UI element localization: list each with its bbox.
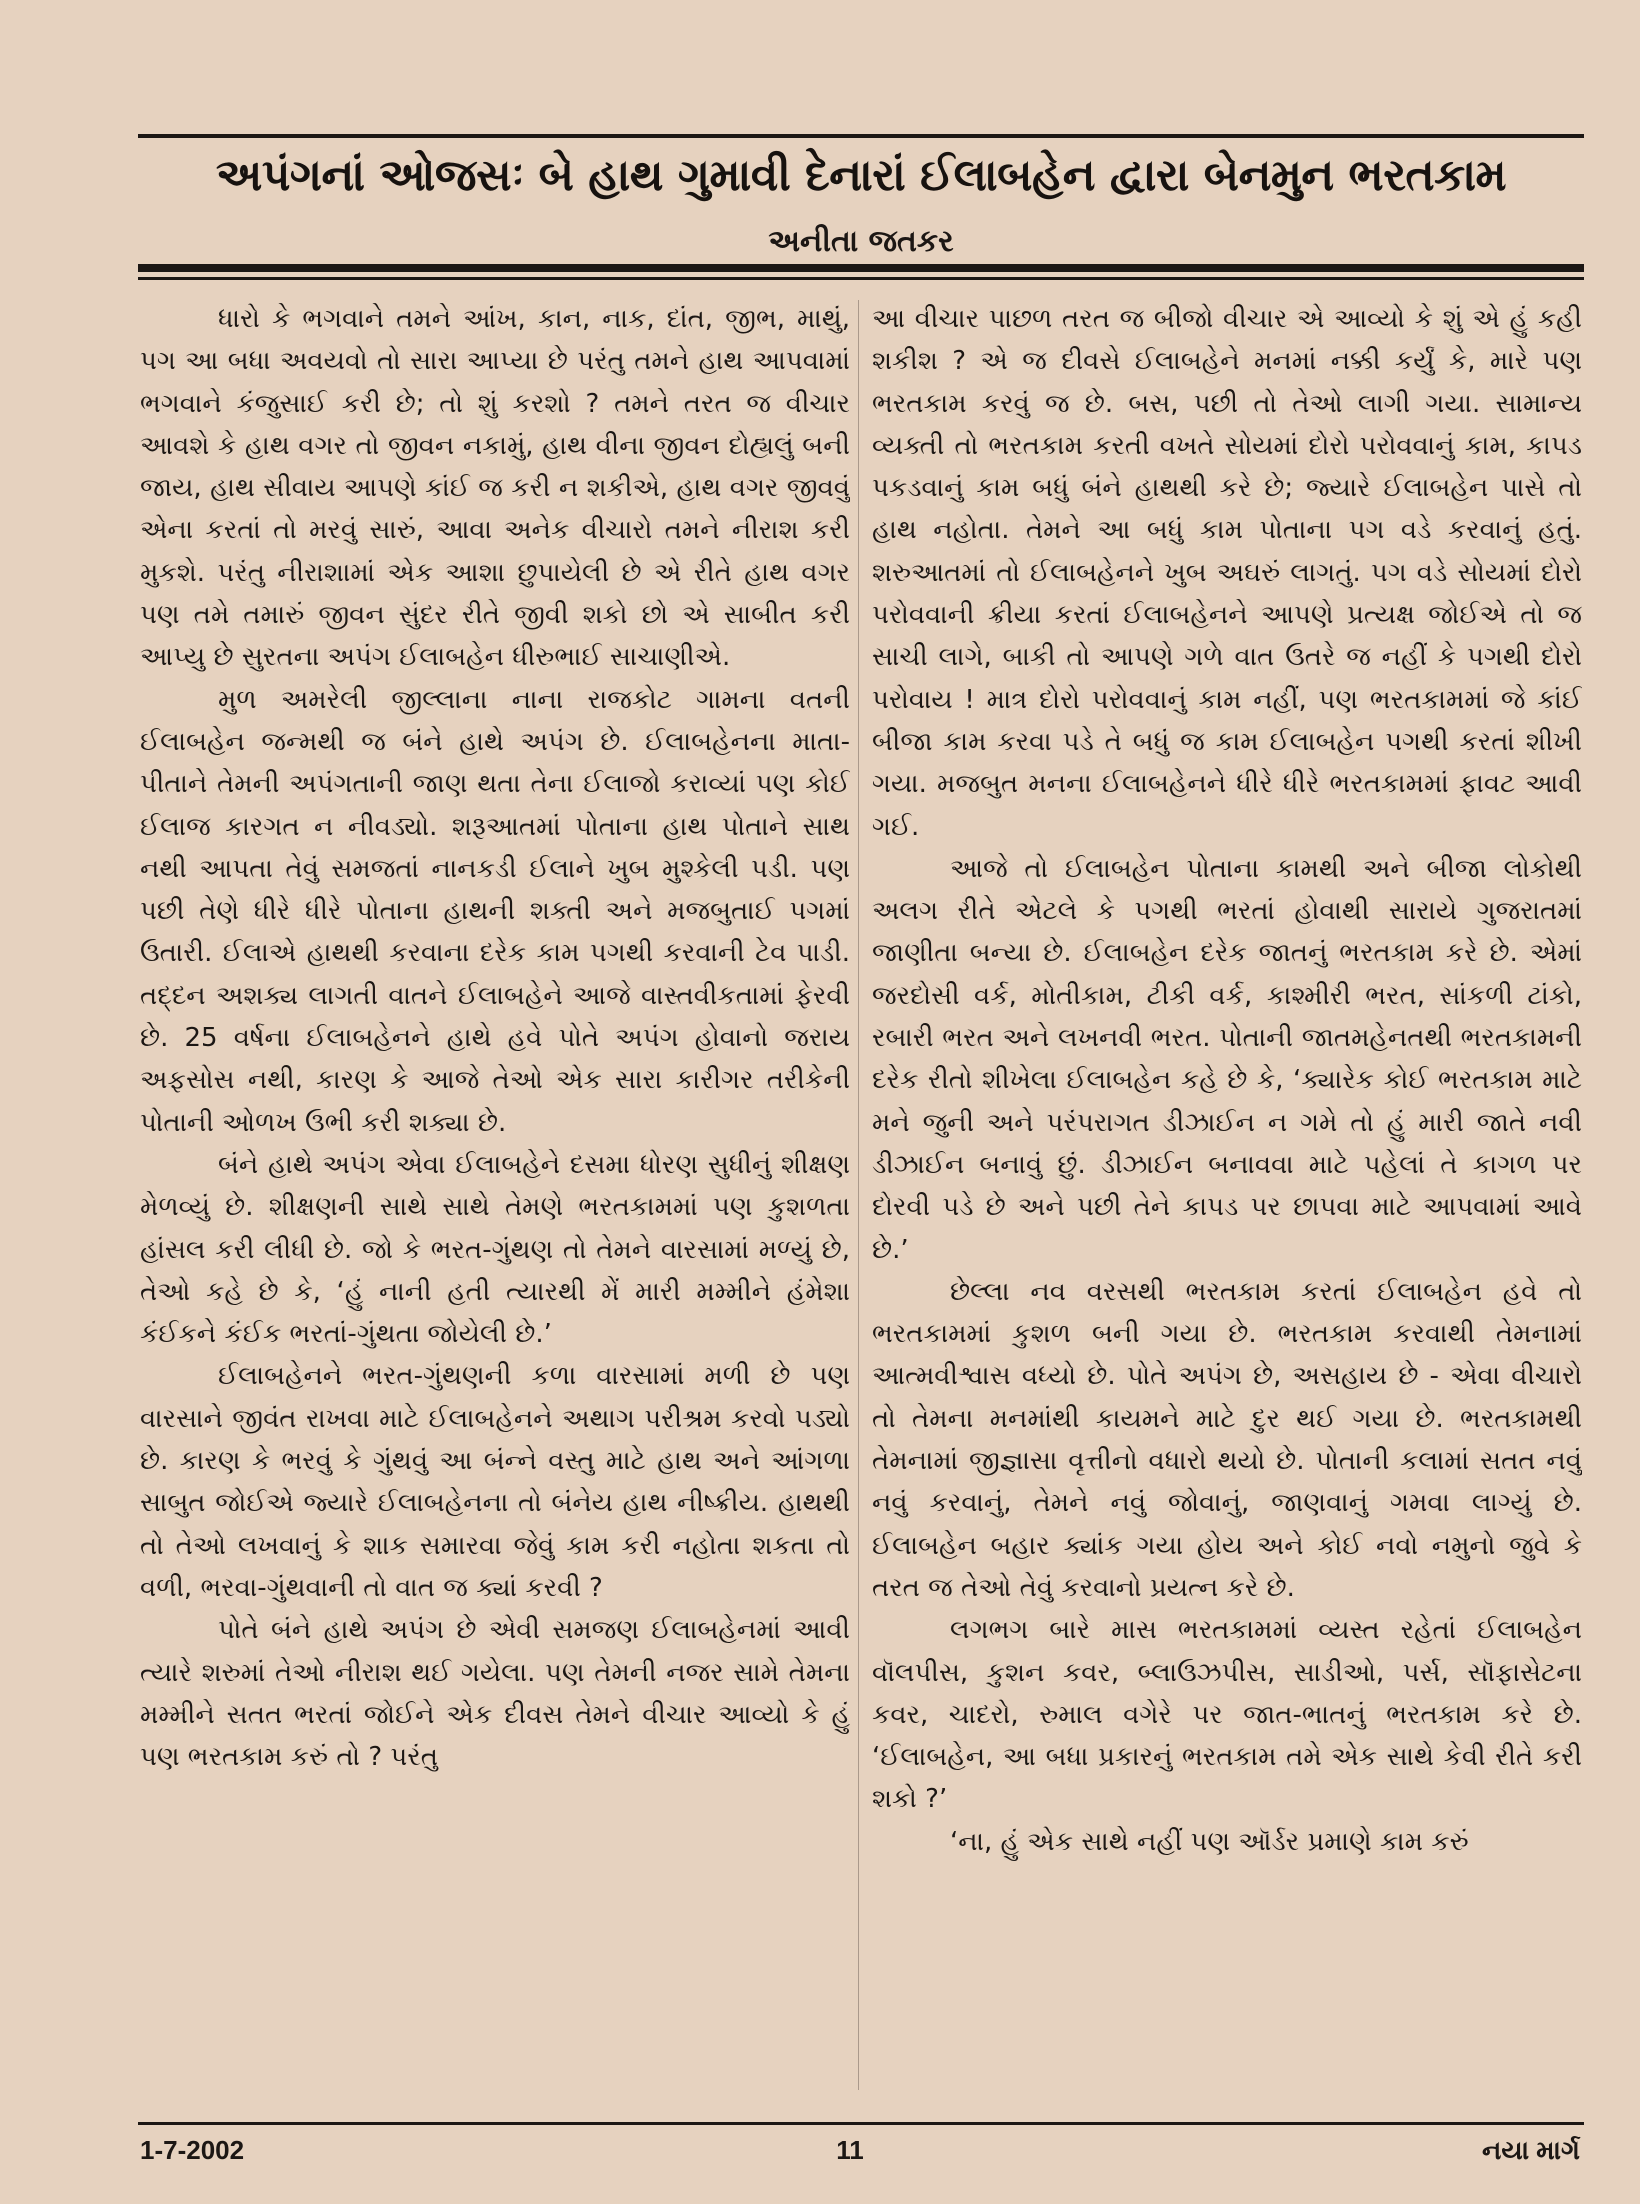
paragraph: પોતે બંને હાથે અપંગ છે એવી સમજણ ઈલાબહેનમાં આવી ત્યારે શરુમાં તેઓ નીરાશ થઈ ગયેલા. પણ તેમની નજર સામે તેમના મમ્મીને સતત ભરતાં જોઈને એક દીવસ તેમને વીચાર આવ્યો કે હું પણ ભરતકામ કરું તો ? પરંતુ [140,1615,850,1773]
paragraph: ધારો કે ભગવાને તમને આંખ, કાન, નાક, દાંત, જીભ, માથું, પગ આ બધા અવયવો તો સારા આપ્યા છે પરંતુ તમને હાથ આપવામાં ભગવાને કંજુસાઈ કરી છે; તો શું કરશો ? તમને તરત જ વીચાર આવશે કે હાથ વગર તો જીવન નકામું, હાથ વીના જીવન દોહ્યલું બની જાય, હાથ સીવાય આપણે કાંઈ જ કરી ન શકીએ, હાથ વગર જીવવું એના કરતાં તો મરવું સારું, આવા અનેક વીચારો તમને નીરાશ કરી મુકશે. પરંતુ નીરાશામાં એક આશા છુપાયેલી છે એ રીતે હાથ વગર પણ તમે તમારું જીવન સુંદર રીતે જીવી શકો છો એ સાબીત કરી આપ્યુ છે સુરતના અપંગ ઈલાબહેન ધીરુભાઈ સાચાણીએ. [140,304,850,673]
paragraph: મુળ અમરેલી જીલ્લાના નાના રાજકોટ ગામના વતની ઈલાબહેન જન્મથી જ બંને હાથે અપંગ છે. ઈલાબહેનના માતા-પીતાને તેમની અપંગતાની જાણ થતા તેના ઈલાજો કરાવ્યાં પણ કોઈ ઈલાજ કારગત ન નીવડ્યો. શરૂઆતમાં પોતાના હાથ પોતાને સાથ નથી આપતા તેવું સમજતાં નાનકડી ઈલાને ખુબ મુશ્કેલી પડી. પણ પછી તેણે ધીરે ધીરે પોતાના હાથની શક્તી અને મજબુતાઈ પગમાં ઉતારી. ઈલાએ હાથથી કરવાના દરેક કામ પગથી કરવાની ટેવ પાડી. તદ્દન અશક્ય લાગતી વાતને ઈલાબહેને આજે વાસ્તવીકતામાં ફેરવી છે. 25 વર્ષના ઈલાબહેનને હાથે હવે પોતે અપંગ હોવાનો જરાય અફસોસ નથી, કારણ કે આજે તેઓ એક સારા કારીગર તરીકેની પોતાની ઓળખ ઉભી કરી શક્યા છે. [140,684,850,1138]
paragraph: લગભગ બારે માસ ભરતકામમાં વ્યસ્ત રહેતાં ઈલાબહેન વૉલપીસ, કુશન કવર, બ્લાઉઝપીસ, સાડીઓ, પર્સ, સૉફાસેટના કવર, ચાદરો, રુમાલ વગેરે પર જાત-ભાતનું ભરતકામ કરે છે. ‘ઈલાબહેન, આ બધા પ્રકારનું ભરતકામ તમે એક સાથે કેવી રીતે કરી શકો ?’ [872,1615,1582,1815]
paragraph: છેલ્લા નવ વરસથી ભરતકામ કરતાં ઈલાબહેન હવે તો ભરતકામમાં કુશળ બની ગયા છે. ભરતકામ કરવાથી તેમનામાં આત્મવીશ્વાસ વધ્યો છે. પોતે અપંગ છે, અસહાય છે - એવા વીચારો તો તેમના મનમાંથી કાયમને માટે દુર થઈ ગયા છે. ભરતકામથી તેમનામાં જીજ્ઞાસા વૃત્તીનો વધારો થયો છે. પોતાની કલામાં સતત નવું નવું કરવાનું, તેમને નવું જોવાનું, જાણવાનું ગમવા લાગ્યું છે. ઈલાબહેન બહાર ક્યાંક ગયા હોય અને કોઈ નવો નમુનો જુવે કે તરત જ તેઓ તેવું કરવાનો પ્રયત્ન કરે છે. [872,1276,1582,1603]
page-number: 11 [836,2135,864,2165]
paragraph: બંને હાથે અપંગ એવા ઈલાબહેને દસમા ધોરણ સુધીનું શીક્ષણ મેળવ્યું છે. શીક્ષણની સાથે સાથે તેમણે ભરતકામમાં પણ કુશળતા હાંસલ કરી લીધી છે. જો કે ભરત-ગુંથણ તો તેમને વારસામાં મળ્યું છે, તેઓ કહે છે કે, ‘હું નાની હતી ત્યારથી મેં મારી મમ્મીને હંમેશા કંઈકને કંઈક ભરતાં-ગુંથતા જોયેલી છે.’ [140,1149,850,1350]
paragraph-continued: આ વીચાર પાછળ તરત જ બીજો વીચાર એ આવ્યો કે શું એ હું કહી શકીશ ? એ જ દીવસે ઈલાબહેને મનમાં નક્કી કર્યું કે, મારે પણ ભરતકામ કરવું જ છે. બસ, પછી તો તેઓ લાગી ગયા. સામાન્ય વ્યક્તી તો ભરતકામ કરતી વખતે સોયમાં દોરો પરોવવાનું કામ, કાપડ પકડવાનું કામ બધું બંને હાથથી કરે છે; જ્યારે ઈલાબહેન પાસે તો હાથ નહોતા. તેમને આ બધું કામ પોતાના પગ વડે કરવાનું હતું. શરુઆતમાં તો ઈલાબહેનને ખુબ અઘરું લાગતું. પગ વડે સોયમાં દોરો પરોવવાની ક્રીયા કરતાં ઈલાબહેનને આપણે પ્રત્યક્ષ જોઈએ તો જ સાચી લાગે, બાકી તો આપણે ગળે વાત ઉતરે જ નહીં કે પગથી દોરો પરોવાય ! માત્ર દોરો પરોવવાનું કામ નહીં, પણ ભરતકામમાં જે કાંઈ બીજા કામ કરવા પડે તે બધું જ કામ ઈલાબહેન પગથી કરતાં શીખી ગયા. મજબુત મનના ઈલાબહેનને ધીરે ધીરે ભરતકામમાં ફાવટ આવી ગઈ. [872,304,1582,842]
paragraph: ‘ના, હું એક સાથે નહીં પણ ઑર્ડર પ્રમાણે કામ કરું [950,1826,1469,1857]
publication-name: નયા માર્ગ [1482,2135,1580,2165]
paragraph: આજે તો ઈલાબહેન પોતાના કામથી અને બીજા લોકોથી અલગ રીતે એટલે કે પગથી ભરતાં હોવાથી સારાયે ગુજરાતમાં જાણીતા બન્યા છે. ઈલાબહેન દરેક જાતનું ભરતકામ કરે છે. એમાં જરદોસી વર્ક, મોતીકામ, ટીકી વર્ક, કાશ્મીરી ભરત, સાંકળી ટાંકો, રબારી ભરત અને લખનવી ભરત. પોતાની જાતમહેનતથી ભરતકામની દરેક રીતો શીખેલા ઈલાબહેન કહે છે કે, ‘ક્યારેક કોઈ ભરતકામ માટે મને જુની અને પરંપરાગત ડીઝાઈન ન ગમે તો હું મારી જાતે નવી ડીઝાઈન બનાવું છું. ડીઝાઈન બનાવવા માટે પહેલાં તે કાગળ પર દોરવી પડે છે અને પછી તેને કાપડ પર છાપવા માટે આપવામાં આવે છે.’ [872,853,1582,1265]
article-title: અપંગનાં ઓજસઃ બે હાથ ગુમાવી દેનારાં ઈલાબહેન દ્વારા બેનમુન ભરતકામ [215,150,1507,201]
issue-date: 1-7-2002 [140,2135,245,2165]
header-thick-rule [138,264,1584,272]
author-byline: અનીતા જતકર [768,224,954,259]
title-top-rule [138,134,1584,138]
footer-rule [138,2122,1584,2125]
header-thin-rule [138,277,1584,280]
column-divider [858,300,859,2090]
paragraph: ઈલાબહેનને ભરત-ગુંથણની કળા વારસામાં મળી છે પણ વારસાને જીવંત રાખવા માટે ઈલાબહેનને અથાગ પરીશ્રમ કરવો પડ્યો છે. કારણ કે ભરવું કે ગુંથવું આ બંન્ને વસ્તુ માટે હાથ અને આંગળા સાબુત જોઈએ જ્યારે ઈલાબહેનના તો બંનેય હાથ નીષ્ક્રીય. હાથથી તો તેઓ લખવાનું કે શાક સમારવા જેવું કામ કરી નહોતા શકતા તો વળી, ભરવા-ગુંથવાની તો વાત જ ક્યાં કરવી ? [140,1361,850,1603]
article-right-column [872,298,1582,2080]
article-left-column [140,298,850,2080]
